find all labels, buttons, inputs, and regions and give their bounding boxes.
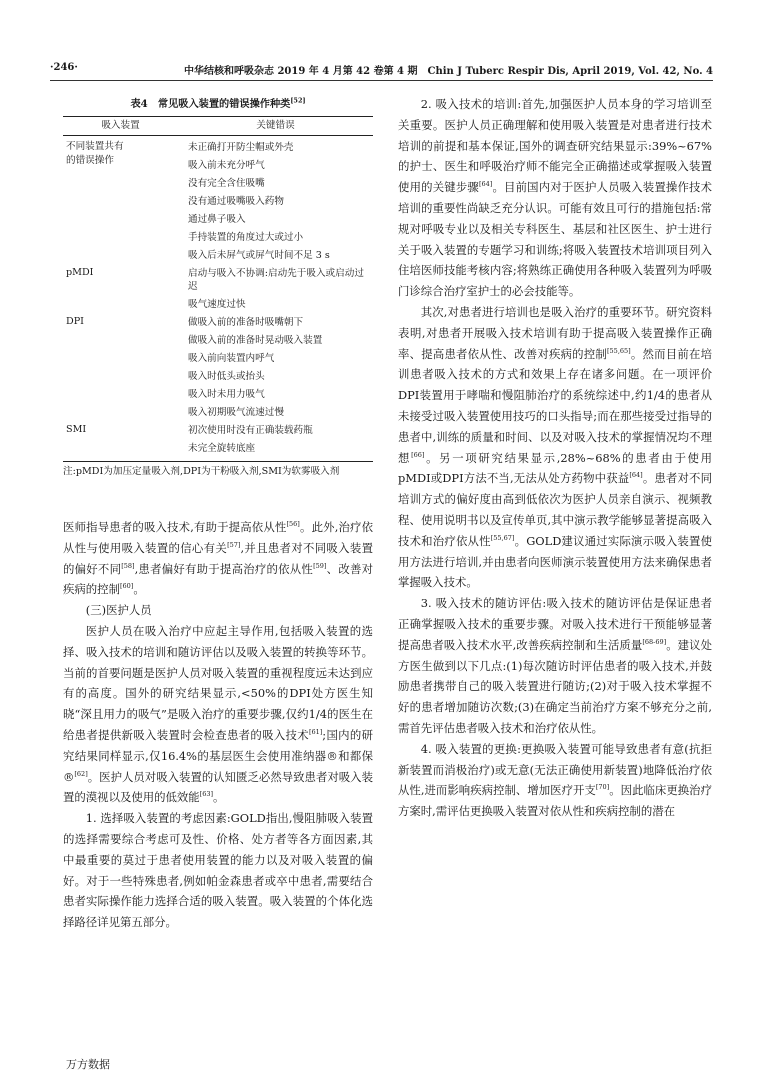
footer-watermark: 万方数据 xyxy=(66,1058,110,1071)
table-device-cell: DPI xyxy=(66,316,84,327)
citation-ref: [59] xyxy=(313,561,327,570)
citation-ref: [63] xyxy=(199,790,214,799)
section-heading xyxy=(63,600,373,621)
text-run: ,并且患者对不同吸入装置的偏好不同 xyxy=(63,540,373,576)
citation-ref: [64] xyxy=(478,180,493,189)
text-run: 。目前国内对于医护人员吸入装置操作技术培训的重要性尚缺乏充分认识。可能有效且可行的措施包括:常规对呼吸专业以及相关专科医生、基层和社区医生、护士进行关于吸入装置的专题学习和训练;将吸入装置技术培训项目列入住培医师技能考核内容;将熟练正确使用各种吸入装置列为呼吸门诊综合治疗室护士的必会技能等。 xyxy=(398,180,712,299)
text-run: 。然而目前在培训患者吸入技术的方式和效果上存在诸多问题。在一项评价DPI装置用于哮喘和慢阻肺治疗的系统综述中,约1/4的患者从未接受过吸入装置使用技巧的口头指导;而在那些接受过指导的患者中,训练的质量和时间、以及对吸入技术的掌握情况均不理想 xyxy=(398,346,712,465)
table-error-cell: 吸入后未屏气或屏气时间不足 3 s xyxy=(188,249,330,261)
running-header xyxy=(50,62,713,78)
table-error-cell: 未正确打开防尘帽或外壳 xyxy=(188,141,294,153)
text-run: 。另一项研究结果显示,28%~68%的患者由于使用pMDI或DPI方法不当,无法从处方药物中获益 xyxy=(398,450,712,486)
table-title xyxy=(63,95,373,110)
error-table xyxy=(63,116,373,462)
body-paragraph xyxy=(398,593,712,739)
table-error-cell: 做吸入前的准备时晃动吸入装置 xyxy=(188,334,323,346)
table-error-cell: 手持装置的角度过大或过小 xyxy=(188,231,304,243)
text-run: 4. 吸入装置的更换:更换吸入装置可能导致患者有意(抗拒新装置而消极治疗)或无意(无法正确使用新装置)地降低治疗依从性,进而影响疾病控制、增加医疗开支 xyxy=(398,741,712,798)
text-run: 2. 吸入技术的培训:首先,加强医护人员本身的学习培训至关重要。医护人员正确理解和使用吸入装置是对患者进行技术培训的前提和基本保证,国外的调查研究结果显示:39%~67%的护士、医生和呼吸治疗师不能完全正确描述或掌握吸入装置使用的关键步骤 xyxy=(398,97,712,195)
table-body xyxy=(63,136,373,461)
table-row-group xyxy=(63,421,373,457)
text-run: 。此外,治疗依从性与使用吸入装置的信心有关 xyxy=(63,520,373,555)
table-error-cell: 吸气速度过快 xyxy=(188,298,246,310)
table-header-errors: 关键错误 xyxy=(256,120,295,131)
table-error-list xyxy=(188,264,370,313)
header-rule xyxy=(50,80,713,81)
text-run: 。GOLD建议通过实际演示吸入装置使用方法进行培训,并由患者向医师演示装置使用方法来确保患者掌握吸入技术。 xyxy=(398,533,712,590)
table-error-cell: 吸入初期吸气流速过慢 xyxy=(188,406,284,418)
right-column-text xyxy=(398,94,712,822)
table-note: 注:pMDI为加压定量吸入剂,DPI为干粉吸入剂,SMI为软雾吸入剂 xyxy=(63,466,340,477)
citation-ref: [55,67] xyxy=(490,533,515,542)
table-bottom-rule xyxy=(63,461,373,462)
citation-ref: [68-69] xyxy=(642,637,667,646)
citation-ref: [56] xyxy=(286,520,300,529)
text-run: 。患者对不同培训方式的偏好度由高到低依次为医护人员亲自演示、视频教程、使用说明书以及宣传单页,其中演示教学能够显著提高吸入技术和治疗依从性 xyxy=(398,471,712,548)
page-number: ·246· xyxy=(50,62,78,73)
citation-ref: [66] xyxy=(411,450,425,459)
table-row-group xyxy=(63,313,373,421)
table-error-cell: 通过鼻子吸入 xyxy=(188,213,246,225)
table-title-text: 表4 常见吸入装置的错误操作种类 xyxy=(130,98,291,110)
body-paragraph xyxy=(398,302,712,593)
text-run: 医师指导患者的吸入技术,有助于提高依从性 xyxy=(63,520,287,534)
text-run: 1. 选择吸入装置的考虑因素:GOLD指出,慢阻肺吸入装置的选择需要综合考虑可及性、价格、处方者等各方面因素,其中最重要的莫过于患者使用装置的能力以及对吸入装置的偏好。对于一些特殊患者,例如帕金森患者或卒中患者,需要结合患者实际操作能力选择合适的吸入装置。吸入装置的个体化选择路径详见第五部分。 xyxy=(63,811,373,930)
table-header-row xyxy=(63,117,373,135)
left-column-text xyxy=(63,517,373,933)
table-title-ref: [52] xyxy=(290,96,306,105)
table-error-cell: 没有通过吸嘴吸入药物 xyxy=(188,195,284,207)
table-error-cell: 做吸入前的准备时吸嘴朝下 xyxy=(188,316,304,328)
body-paragraph xyxy=(63,808,373,933)
citation-ref: [70] xyxy=(595,783,610,792)
text-run: 。 xyxy=(133,582,145,597)
text-run: 3. 吸入技术的随访评估:吸入技术的随访评估是保证患者正确掌握吸入技术的重要步骤。对吸入技术进行干预能够显著提高患者吸入技术水平,改善疾病控制和生活质量 xyxy=(398,596,712,652)
table-error-cell: 初次使用时没有正确装载药瓶 xyxy=(188,424,313,436)
table-error-cell: 启动与吸入不协调:启动先于吸入或启动过迟 xyxy=(188,267,364,292)
text-run: 医护人员在吸入治疗中应起主导作用,包括吸入装置的选择、吸入技术的培训和随访评估以及吸入装置的转换等环节。当前的首要问题是医护人员对吸入装置的重视程度远未达到应有的高度。国外的研究结果显示,<50%的DPI处方医生知晓“深且用力的吸气”是吸入治疗的重要步骤,仅约1/4的医生在给患者提供新吸入装置时会检查患者的吸入技术 xyxy=(63,623,373,742)
citation-ref: [55,65] xyxy=(607,346,631,355)
text-run: ;国内的研究结果同样显示,仅16.4%的基层医生会使用准纳器®和都保® xyxy=(63,727,373,784)
table-row-group xyxy=(63,138,373,264)
table-error-list xyxy=(188,421,370,457)
table-error-list xyxy=(188,138,370,264)
table-error-list xyxy=(188,313,370,421)
citation-ref: [57] xyxy=(227,541,241,549)
table-device-cell: 不同装置共有的错误操作 xyxy=(66,141,124,166)
body-paragraph xyxy=(63,517,373,600)
body-paragraph xyxy=(398,739,712,822)
text-run: 。医护人员对吸入装置的认知匮乏必然导致患者对吸入装置的漠视以及使用的低效能 xyxy=(63,769,373,805)
body-paragraph xyxy=(398,94,712,302)
table-device-cell: pMDI xyxy=(66,267,94,278)
citation-ref: [58] xyxy=(121,561,135,570)
text-run: 、改善对疾病的控制 xyxy=(63,561,373,597)
citation-ref: [60] xyxy=(119,582,134,591)
table-error-cell: 吸入前未充分呼气 xyxy=(188,159,265,171)
table-error-cell: 没有完全含住吸嘴 xyxy=(188,177,265,189)
table-error-cell: 吸入时未用力吸气 xyxy=(188,388,265,400)
citation-ref: [61] xyxy=(308,728,323,737)
table-device-cell: SMI xyxy=(66,424,87,435)
text-run: 其次,对患者进行培训也是吸入治疗的重要环节。研究资料表明,对患者开展吸入技术培训有助于提高吸入装置操作正确率、提高患者依从性、改善对疾病的控制 xyxy=(398,304,712,361)
text-run: 。 xyxy=(213,790,225,805)
text-run: ,患者偏好有助于提高治疗的依从性 xyxy=(134,561,314,576)
body-paragraph xyxy=(63,621,373,808)
text-run: 。因此临床更换治疗方案时,需评估更换吸入装置对依从性和疾病控制的潜在 xyxy=(398,783,712,819)
text-run: (三)医护人员 xyxy=(85,603,152,618)
table-error-cell: 吸入时低头或抬头 xyxy=(188,370,265,382)
citation-ref: [64] xyxy=(629,471,643,480)
table-row-group xyxy=(63,264,373,313)
table-header-device: 吸入装置 xyxy=(101,120,140,131)
journal-citation: 中华结核和呼吸杂志 2019 年 4 月第 42 卷第 4 期 Chin J Tuberc Respir Dis, April 2019, Vol. 42, No. 4 xyxy=(183,66,713,77)
table-error-cell: 未完全旋转底座 xyxy=(188,442,256,454)
citation-ref: [62] xyxy=(74,769,88,778)
table-error-cell: 吸入前向装置内呼气 xyxy=(188,352,275,364)
text-run: 。建议处方医生做到以下几点:(1)每次随访时评估患者的吸入技术,并鼓励患者携带自己的吸入装置进行随访;(2)对于吸入技术掌握不好的患者增加随访次数;(3)在确定当前治疗方案不够充分之前,需首先评估患者吸入技术和治疗依从性。 xyxy=(398,637,712,735)
